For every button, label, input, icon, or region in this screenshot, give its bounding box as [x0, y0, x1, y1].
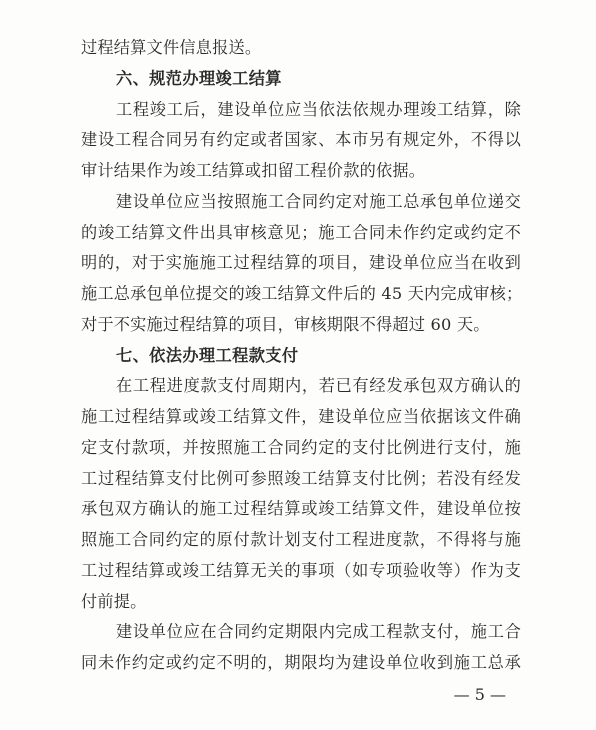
paragraph-line: 建设单位应当按照施工合同约定对施工总承包单位递交	[116, 192, 521, 211]
paragraph-line: 审计结果作为竣工结算或扣留工程价款的依据。	[81, 161, 426, 180]
paragraph-line: 同未作约定或约定不明的，期限均为建设单位收到施工总承	[81, 653, 521, 672]
paragraph-line: 定支付款项，并按照施工合同约定的支付比例进行支付，施	[81, 438, 521, 457]
paragraph-line: 施工过程结算或竣工结算文件，建设单位应当依据该文件确	[81, 407, 521, 426]
paragraph-line: 工过程结算支付比例可参照竣工结算支付比例；若没有经发	[81, 469, 521, 488]
paragraph-line: 对于不实施过程结算的项目，审核期限不得超过 60 天。	[81, 315, 490, 334]
section-heading-seven: 七、依法办理工程款支付	[116, 346, 299, 365]
paragraph-line: 付前提。	[81, 592, 147, 611]
paragraph-line: 照施工合同约定的原付款计划支付工程进度款，不得将与施	[81, 530, 521, 549]
paragraph-line: 明的，对于实施施工过程结算的项目，建设单位应当在收到	[81, 253, 521, 272]
paragraph-line: 施工总承包单位提交的竣工结算文件后的 45 天内完成审核；	[81, 284, 523, 303]
paragraph-line: 在工程进度款支付周期内，若已有经发承包双方确认的	[116, 376, 521, 395]
paragraph-line: 工过程结算或竣工结算无关的事项（如专项验收等）作为支	[81, 561, 521, 580]
page-number: — 5 —	[453, 685, 506, 704]
body-text-line: 过程结算文件信息报送。	[81, 38, 262, 57]
paragraph-line: 工程竣工后，建设单位应当依法依规办理竣工结算，除	[116, 100, 521, 119]
paragraph-line: 建设工程合同另有约定或者国家、本市另有规定外，不得以	[81, 130, 521, 149]
paragraph-line: 建设单位应在合同约定期限内完成工程款支付，施工合	[116, 622, 521, 641]
paragraph-line: 承包双方确认的施工过程结算或竣工结算文件，建设单位按	[81, 499, 521, 518]
section-heading-six: 六、规范办理竣工结算	[116, 69, 282, 88]
paragraph-line: 的竣工结算文件出具审核意见；施工合同未作约定或约定不	[81, 223, 521, 242]
